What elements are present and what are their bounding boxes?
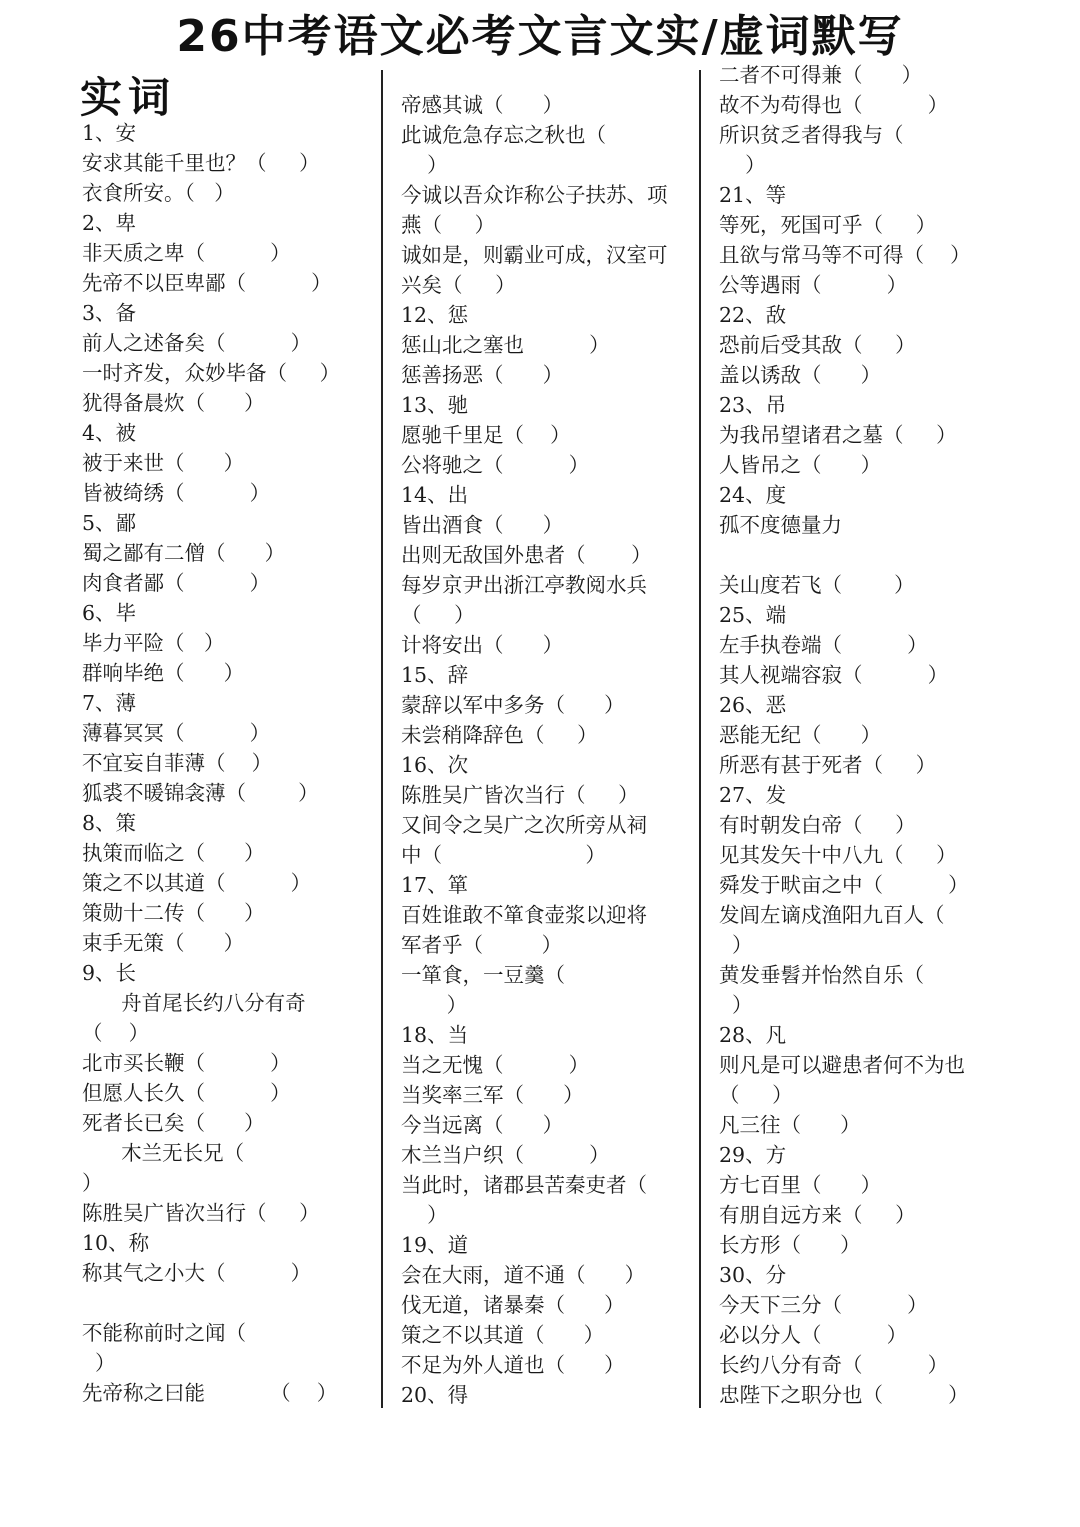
text-line: 木兰当户织（ ） <box>401 1143 610 1167</box>
text-line: 则凡是可以避患者何不为也 <box>719 1053 965 1077</box>
text-line: 今当远离（ ） <box>401 1113 564 1137</box>
text-line: 但愿人长久（ ） <box>82 1081 291 1105</box>
text-line: 长方形（ ） <box>719 1233 861 1257</box>
text-line <box>719 540 1019 570</box>
text-line: 6、毕 <box>82 601 137 625</box>
text-line: 计将安出（ ） <box>401 633 564 657</box>
text-line: 策之不以其道（ ） <box>82 871 312 895</box>
text-line: 执策而临之（ ） <box>82 841 265 865</box>
text-line: 帝感其诚（ ） <box>401 93 564 117</box>
text-line: 安求其能千里也？（ ） <box>82 151 320 175</box>
text-line: 忠陛下之职分也（ ） <box>719 1383 969 1407</box>
text-line: 公等遇雨（ ） <box>719 273 908 297</box>
text-line: 其人视端容寂（ ） <box>719 663 949 687</box>
text-line: 肉食者鄙（ ） <box>82 571 271 595</box>
text-line: 薄暮冥冥（ ） <box>82 721 271 745</box>
text-line: 陈胜吴广皆次当行（ ） <box>82 1201 320 1225</box>
text-line: 今诚以吾众诈称公子扶苏、项 <box>401 183 668 207</box>
text-line: 恶能无纪（ ） <box>719 723 882 747</box>
text-line: 19、道 <box>401 1233 469 1257</box>
text-line: 又间令之吴广之次所旁从祠 <box>401 813 647 837</box>
text-line: 当奖率三军（ ） <box>401 1083 584 1107</box>
text-line: 等死，死国可乎（ ） <box>719 213 937 237</box>
text-line: 百姓谁敢不箪食壶浆以迎将 <box>401 903 647 927</box>
text-line: 盖以诱敌（ ） <box>719 363 882 387</box>
text-line: 前人之述备矣（ ） <box>82 331 312 355</box>
text-line: 8、策 <box>82 811 137 835</box>
text-line: 2、卑 <box>82 211 137 235</box>
section-heading: 实词 <box>80 73 177 122</box>
text-line: 今天下三分（ ） <box>719 1293 928 1317</box>
text-line: 先帝不以臣卑鄙（ ） <box>82 271 332 295</box>
text-line: 当此时，诸郡县苦秦吏者（ <box>401 1173 647 1197</box>
column-2 <box>401 90 691 1410</box>
text-line: 先帝称之曰能 （ ） <box>82 1381 338 1405</box>
text-line: 非天质之卑（ ） <box>82 241 291 265</box>
text-line: ） <box>719 153 766 177</box>
text-line: 28、凡 <box>719 1023 787 1047</box>
text-line: 束手无策（ ） <box>82 931 245 955</box>
text-line: ） <box>719 933 753 957</box>
text-line: 惩善扬恶（ ） <box>401 363 564 387</box>
text-line: 策之不以其道（ ） <box>401 1323 605 1347</box>
text-line: 不足为外人道也（ ） <box>401 1353 625 1377</box>
column-divider <box>381 70 383 1408</box>
text-line: 7、薄 <box>82 691 137 715</box>
text-line: 死者长已矣（ ） <box>82 1111 265 1135</box>
text-line: 恐前后受其敌（ ） <box>719 333 916 357</box>
text-line: 所恶有甚于死者（ ） <box>719 753 937 777</box>
text-line: 1、安 <box>82 121 137 145</box>
text-line: ） <box>82 1171 103 1195</box>
text-line: 群响毕绝（ ） <box>82 661 245 685</box>
text-line: 所识贫乏者得我与（ <box>719 123 904 147</box>
text-line: 此诚危急存忘之秋也（ <box>401 123 606 147</box>
text-line: 10、称 <box>82 1231 150 1255</box>
text-line: 犹得备晨炊（ ） <box>82 391 265 415</box>
text-line: 军者乎（ ） <box>401 933 563 957</box>
text-line: 25、端 <box>719 603 787 627</box>
text-line: 策勋十二传（ ） <box>82 901 265 925</box>
text-line: 4、被 <box>82 421 137 445</box>
text-line: 必以分人（ ） <box>719 1323 908 1347</box>
text-line: ） <box>719 993 753 1017</box>
text-line: 见其发矢十中八九（ ） <box>719 843 957 867</box>
text-line: 皆出酒食（ ） <box>401 513 564 537</box>
text-line: 孤不度德量力 <box>719 513 842 537</box>
text-line: 惩山北之塞也 ） <box>401 333 610 357</box>
text-line: 称其气之小大（ ） <box>82 1261 312 1285</box>
text-line <box>82 1288 372 1318</box>
text-line: 当之无愧（ ） <box>401 1053 590 1077</box>
text-line: 出则无敌国外患者（ ） <box>401 543 652 567</box>
text-line: 狐裘不暖锦衾薄（ ） <box>82 781 319 805</box>
text-line: 有朋自远方来（ ） <box>719 1203 916 1227</box>
text-line: 二者不可得兼（ ） <box>719 63 923 87</box>
text-line: 愿驰千里足（ ） <box>401 423 571 447</box>
text-line: 9、长 <box>82 961 137 985</box>
text-line: 凡三往（ ） <box>719 1113 861 1137</box>
text-line: 未尝稍降辞色（ ） <box>401 723 598 747</box>
text-line: 伐无道，诸暴秦（ ） <box>401 1293 625 1317</box>
text-line: 公将驰之（ ） <box>401 453 590 477</box>
text-line: 每岁京尹出浙江亭教阅水兵 <box>401 573 647 597</box>
text-line: 中（ ） <box>401 843 606 867</box>
column-1 <box>82 118 372 1408</box>
text-line: 15、辞 <box>401 663 469 687</box>
text-line: （ ） <box>401 603 475 627</box>
text-line: 舟首尾长约八分有奇 <box>82 991 306 1015</box>
text-line: 皆被绮绣（ ） <box>82 481 271 505</box>
text-line: 兴矣（ ） <box>401 273 516 297</box>
text-line: 衣食所安。（ ） <box>82 181 235 205</box>
text-line: 5、鄙 <box>82 511 137 535</box>
text-line: 20、得 <box>401 1383 469 1407</box>
column-divider <box>699 70 701 1408</box>
text-line: 陈胜吴广皆次当行（ ） <box>401 783 639 807</box>
text-line: 发闾左谪戍渔阳九百人（ <box>719 903 945 927</box>
text-line: 16、次 <box>401 753 469 777</box>
text-line: 一箪食，一豆羹（ <box>401 963 565 987</box>
text-line: 3、备 <box>82 301 137 325</box>
text-line: 12、惩 <box>401 303 469 327</box>
text-line: 不能称前时之闻（ <box>82 1321 246 1345</box>
page-title: 26中考语文必考文言文实/虚词默写 <box>176 11 904 62</box>
text-line: 北市买长鞭（ ） <box>82 1051 291 1075</box>
text-line: ） <box>401 993 468 1017</box>
text-line: 故不为苟得也（ ） <box>719 93 949 117</box>
text-line: ） <box>401 153 448 177</box>
text-line: 不宜妄自菲薄（ ） <box>82 751 273 775</box>
text-line: 13、驰 <box>401 393 469 417</box>
text-line: 左手执卷端（ ） <box>719 633 928 657</box>
text-line: 26、恶 <box>719 693 787 717</box>
text-line: （ ） <box>82 1021 150 1045</box>
text-line: 27、发 <box>719 783 787 807</box>
text-line: 长约八分有奇（ ） <box>719 1353 949 1377</box>
text-line: 且欲与常马等不可得（ ） <box>719 243 971 267</box>
text-line: 18、当 <box>401 1023 469 1047</box>
text-line: 17、箪 <box>401 873 469 897</box>
text-line: 人皆吊之（ ） <box>719 453 882 477</box>
text-line: ） <box>82 1351 116 1375</box>
text-line: 14、出 <box>401 483 469 507</box>
text-line: 燕（ ） <box>401 213 496 237</box>
text-line: 舜发于畎亩之中（ ） <box>719 873 969 897</box>
text-line: 被于来世（ ） <box>82 451 245 475</box>
text-line: 24、度 <box>719 483 787 507</box>
text-line: 会在大雨，道不通（ ） <box>401 1263 646 1287</box>
text-line: 蒙辞以军中多务（ ） <box>401 693 625 717</box>
column-3 <box>719 60 1019 1410</box>
text-line: 有时朝发白帝（ ） <box>719 813 916 837</box>
text-line: （ ） <box>719 1083 793 1107</box>
text-line: 29、方 <box>719 1143 787 1167</box>
text-line: 23、吊 <box>719 393 787 417</box>
text-line: 蜀之鄙有二僧（ ） <box>82 541 286 565</box>
text-line: 黄发垂髫并怡然自乐（ <box>719 963 924 987</box>
text-line: 毕力平险（ ） <box>82 631 225 655</box>
text-line: 30、分 <box>719 1263 787 1287</box>
text-line: 方七百里（ ） <box>719 1173 882 1197</box>
text-line: 22、敌 <box>719 303 787 327</box>
text-line: ） <box>401 1203 448 1227</box>
text-line: 21、等 <box>719 183 787 207</box>
text-line: 一时齐发，众妙毕备（ ） <box>82 361 341 385</box>
text-line: 木兰无长兄（ <box>82 1141 245 1165</box>
text-line: 关山度若飞（ ） <box>719 573 915 597</box>
text-line: 诚如是，则霸业可成，汉室可 <box>401 243 668 267</box>
text-line: 为我吊望诸君之墓（ ） <box>719 423 957 447</box>
